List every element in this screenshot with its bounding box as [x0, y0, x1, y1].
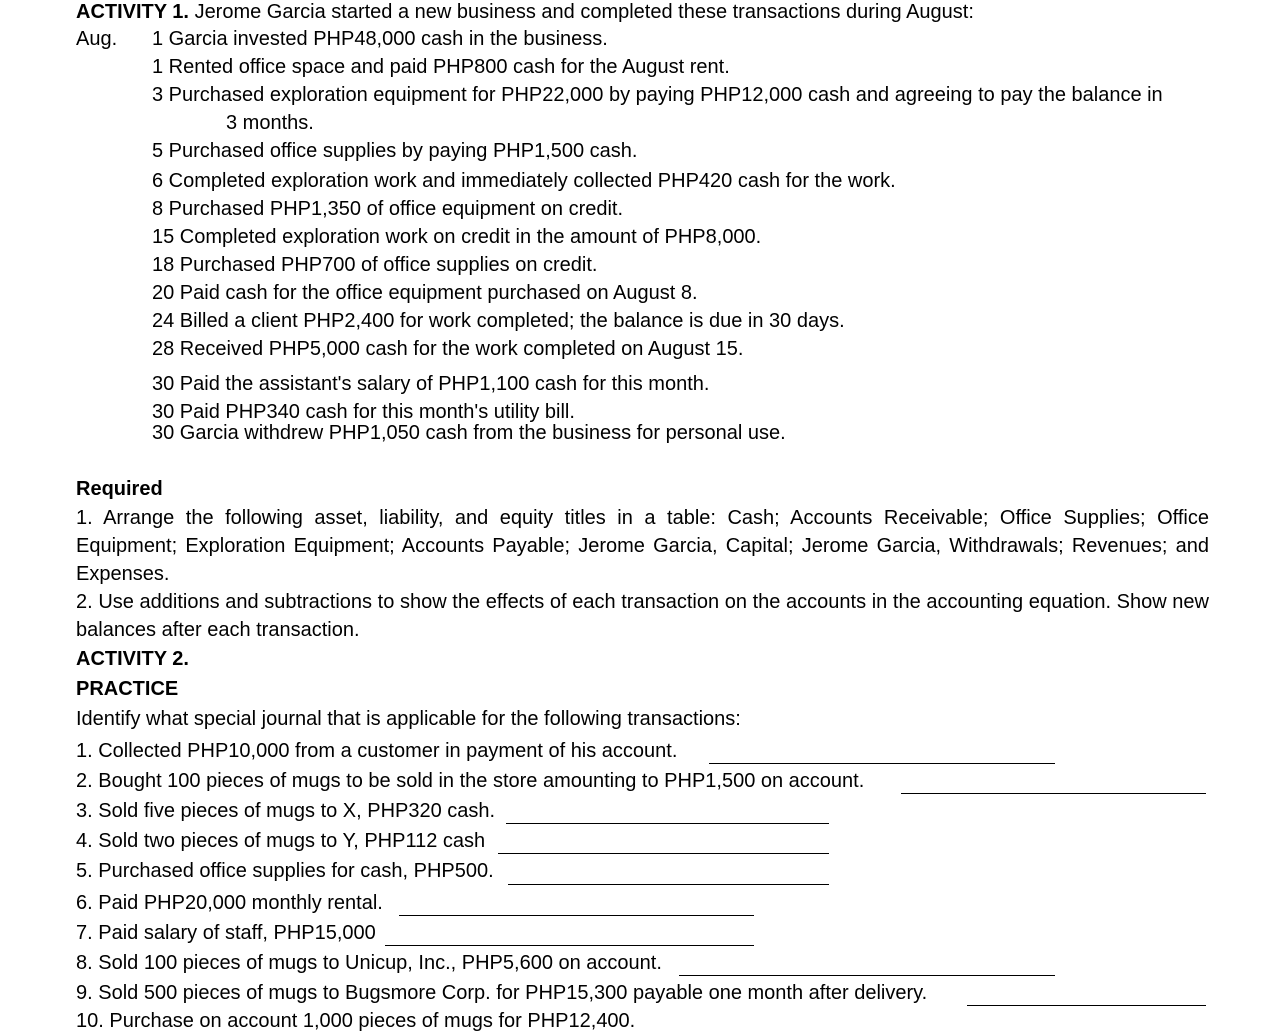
answer-blank[interactable] — [967, 1005, 1206, 1006]
transaction-item: 30 Garcia withdrew PHP1,050 cash from the business for personal use. — [152, 422, 786, 444]
transaction-item: 30 Paid the assistant's salary of PHP1,100 cash for this month. — [152, 373, 710, 395]
month-label: Aug. — [76, 28, 118, 50]
answer-blank[interactable] — [508, 884, 829, 885]
answer-blank[interactable] — [679, 975, 1055, 976]
practice-instruction: Identify what special journal that is applicable for the following transactions: — [76, 708, 741, 730]
transaction-item: 1 Garcia invested PHP48,000 cash in the business. — [152, 28, 608, 50]
activity1-heading — [76, 0, 974, 24]
activity2-heading: ACTIVITY 2. — [76, 648, 189, 670]
practice-heading: PRACTICE — [76, 678, 179, 700]
transaction-item: 5 Purchased office supplies by paying PHP1,500 cash. — [152, 140, 638, 162]
transaction-item: 6 Completed exploration work and immediately collected PHP420 cash for the work. — [152, 170, 896, 192]
activity1-label: ACTIVITY 1. — [76, 1, 189, 23]
answer-blank[interactable] — [709, 763, 1055, 764]
transaction-item: 20 Paid cash for the office equipment purchased on August 8. — [152, 282, 698, 304]
answer-blank[interactable] — [399, 915, 754, 916]
transaction-item: 18 Purchased PHP700 of office supplies on credit. — [152, 254, 598, 276]
answer-blank[interactable] — [901, 793, 1206, 794]
transaction-item: 8 Purchased PHP1,350 of office equipment on credit. — [152, 198, 624, 220]
answer-blank[interactable] — [385, 945, 754, 946]
practice-question: 1. Collected PHP10,000 from a customer in payment of his account. — [76, 740, 678, 762]
practice-question: 3. Sold five pieces of mugs to X, PHP320 cash. — [76, 800, 496, 822]
transaction-item: 28 Received PHP5,000 cash for the work completed on August 15. — [152, 338, 744, 360]
practice-question: 9. Sold 500 pieces of mugs to Bugsmore Corp. for PHP15,300 payable one month after delivery. — [76, 982, 928, 1004]
practice-question: 4. Sold two pieces of mugs to Y, PHP112 cash — [76, 830, 486, 852]
activity1-intro: Jerome Garcia started a new business and completed these transactions during August: — [194, 1, 974, 23]
transaction-item: 3 Purchased exploration equipment for PHP22,000 by paying PHP12,000 cash and agreeing to pay the balance in — [152, 84, 1163, 106]
practice-question: 7. Paid salary of staff, PHP15,000 — [76, 922, 376, 944]
transaction-item: 30 Paid PHP340 cash for this month's utility bill. — [152, 401, 575, 423]
practice-question: 5. Purchased office supplies for cash, PHP500. — [76, 860, 494, 882]
answer-blank[interactable] — [498, 853, 829, 854]
required-item-2: 2. Use additions and subtractions to show the effects of each transaction on the accounts in the accounting equation. Show new balances after each transaction. — [76, 591, 1209, 641]
practice-question: 8. Sold 100 pieces of mugs to Unicup, Inc., PHP5,600 on account. — [76, 952, 662, 974]
required-item-1: 1. Arrange the following asset, liability, and equity titles in a table: Cash; Accounts Receivable; Office Supplies; Office Equipment; Exploration Equipment; Accounts Payable; Jerome Garcia, Capital; Jerome Garcia, Withdrawals; Revenues; and Expenses. — [76, 507, 1209, 585]
answer-blank[interactable] — [506, 823, 829, 824]
required-heading: Required — [76, 478, 163, 500]
transaction-item: 1 Rented office space and paid PHP800 cash for the August rent. — [152, 56, 730, 78]
transaction-item: 15 Completed exploration work on credit in the amount of PHP8,000. — [152, 226, 762, 248]
transaction-item-continuation: 3 months. — [226, 112, 314, 134]
practice-question: 2. Bought 100 pieces of mugs to be sold in the store amounting to PHP1,500 on account. — [76, 770, 865, 792]
practice-question: 10. Purchase on account 1,000 pieces of mugs for PHP12,400. — [76, 1010, 636, 1032]
practice-question: 6. Paid PHP20,000 monthly rental. — [76, 892, 383, 914]
transaction-item: 24 Billed a client PHP2,400 for work completed; the balance is due in 30 days. — [152, 310, 845, 332]
